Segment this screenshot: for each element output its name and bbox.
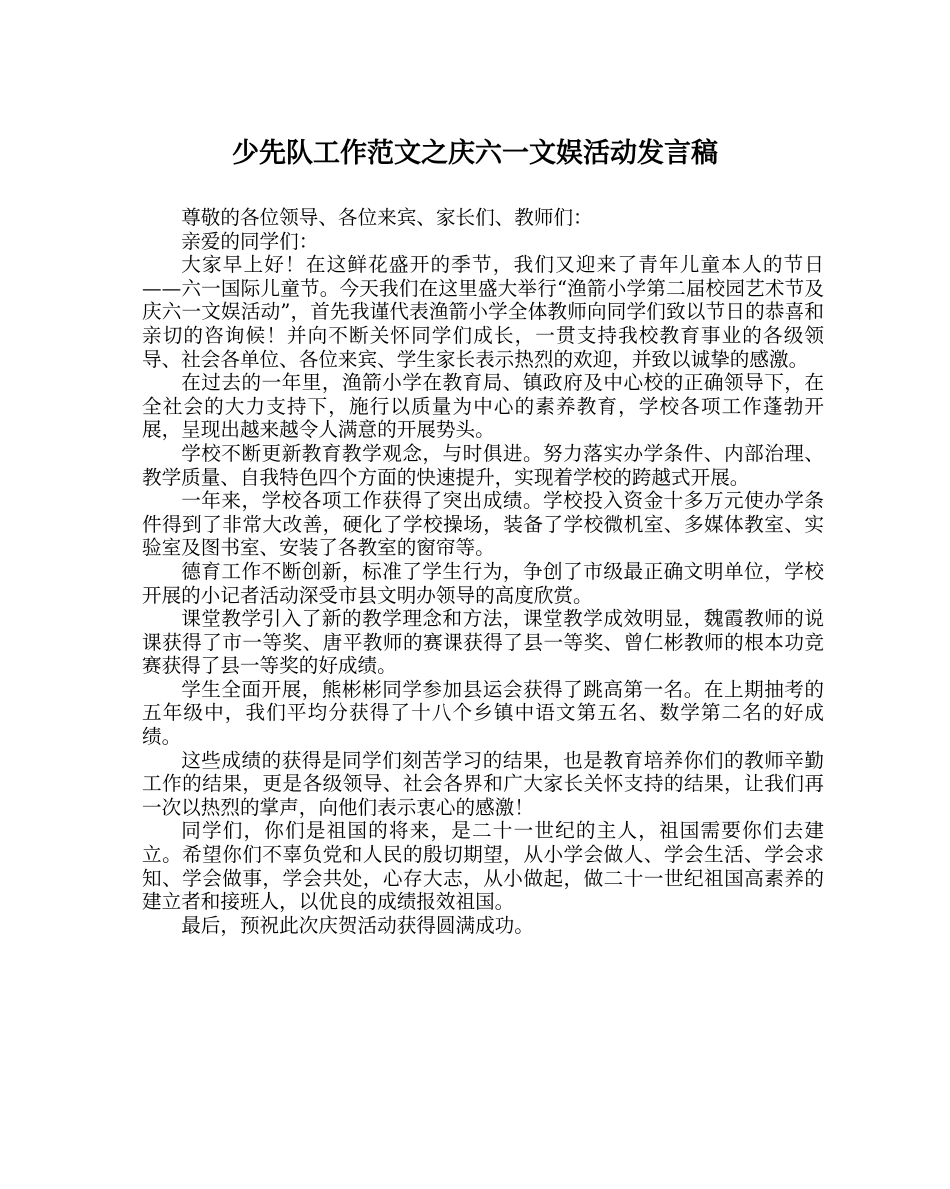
salutation-students: 亲爱的同学们： xyxy=(181,229,319,253)
paragraph-closing: 最后，预祝此次庆贺活动获得圆满成功。 xyxy=(181,913,534,937)
paragraph-past-year: 在过去的一年里，渔箭小学在教育局、镇政府及中心校的正确领导下，在全社会的大力支持下，施行以质量为中心的素养教育，学校各项工作蓬勃开展，呈现出越来越令人满意的开展势头。 xyxy=(142,371,824,442)
document-title: 少先队工作范文之庆六一文娱活动发言稿 xyxy=(232,138,718,169)
paragraph-classroom-teaching: 课堂教学引入了新的教学理念和方法，课堂教学成效明显，魏霞教师的说课获得了市一等奖、唐平教师的赛课获得了县一等奖、曾仁彬教师的根本功竞赛获得了县一等奖的好成绩。 xyxy=(142,607,824,678)
salutation-leaders: 尊敬的各位领导、各位来宾、家长们、教师们： xyxy=(181,206,593,229)
paragraph-moral-education: 德育工作不断创新，标准了学生行为，争创了市级最正确文明单位，学校开展的小记者活动深受市县文明办领导的高度欣赏。 xyxy=(142,559,824,607)
paragraph-hopes: 同学们，你们是祖国的将来，是二十一世纪的主人，祖国需要你们去建立。希望你们不辜负党和人民的殷切期望，从小学会做人、学会生活、学会求知、学会做事，学会共处，心存大志，从小做起，做二十一世纪祖国高素养的建立者和接班人，以优良的成绩报效祖国。 xyxy=(142,819,824,914)
document-body xyxy=(142,206,824,937)
paragraph-student-development: 学生全面开展，熊彬彬同学参加县运会获得了跳高第一名。在上期抽考的五年级中，我们平均分获得了十八个乡镇中语文第五名、数学第二名的好成绩。 xyxy=(142,677,824,749)
paragraph-greeting: 大家早上好！在这鲜花盛开的季节，我们又迎来了青年儿童本人的节日——六一国际儿童节。今天我们在这里盛大举行“渔箭小学第二届校园艺术节及庆六一文娱活动”，首先我谨代表渔箭小学全体教师向同学们致以节日的恭喜和亲切的咨询候！并向不断关怀同学们成长，一贯支持我校教育事业的各级领导、社会各单位、各位来宾、学生家长表示热烈的欢迎，并致以诚挚的感激。 xyxy=(142,253,824,371)
paragraph-school-concepts: 学校不断更新教育教学观念，与时俱进。努力落实办学条件、内部治理、教学质量、自我特色四个方面的快速提升，实现着学校的跨越式开展。 xyxy=(142,441,824,489)
paragraph-gratitude: 这些成绩的获得是同学们刻苦学习的结果，也是教育培养你们的教师辛勤工作的结果，更是各级领导、社会各界和广大家长关怀支持的结果，让我们再一次以热烈的掌声，向他们表示衷心的感激！ xyxy=(142,748,824,819)
paragraph-achievements: 一年来，学校各项工作获得了突出成绩。学校投入资金十多万元使办学条件得到了非常大改善，硬化了学校操场，装备了学校微机室、多媒体教室、实验室及图书室、安装了各教室的窗帘等。 xyxy=(142,489,824,560)
